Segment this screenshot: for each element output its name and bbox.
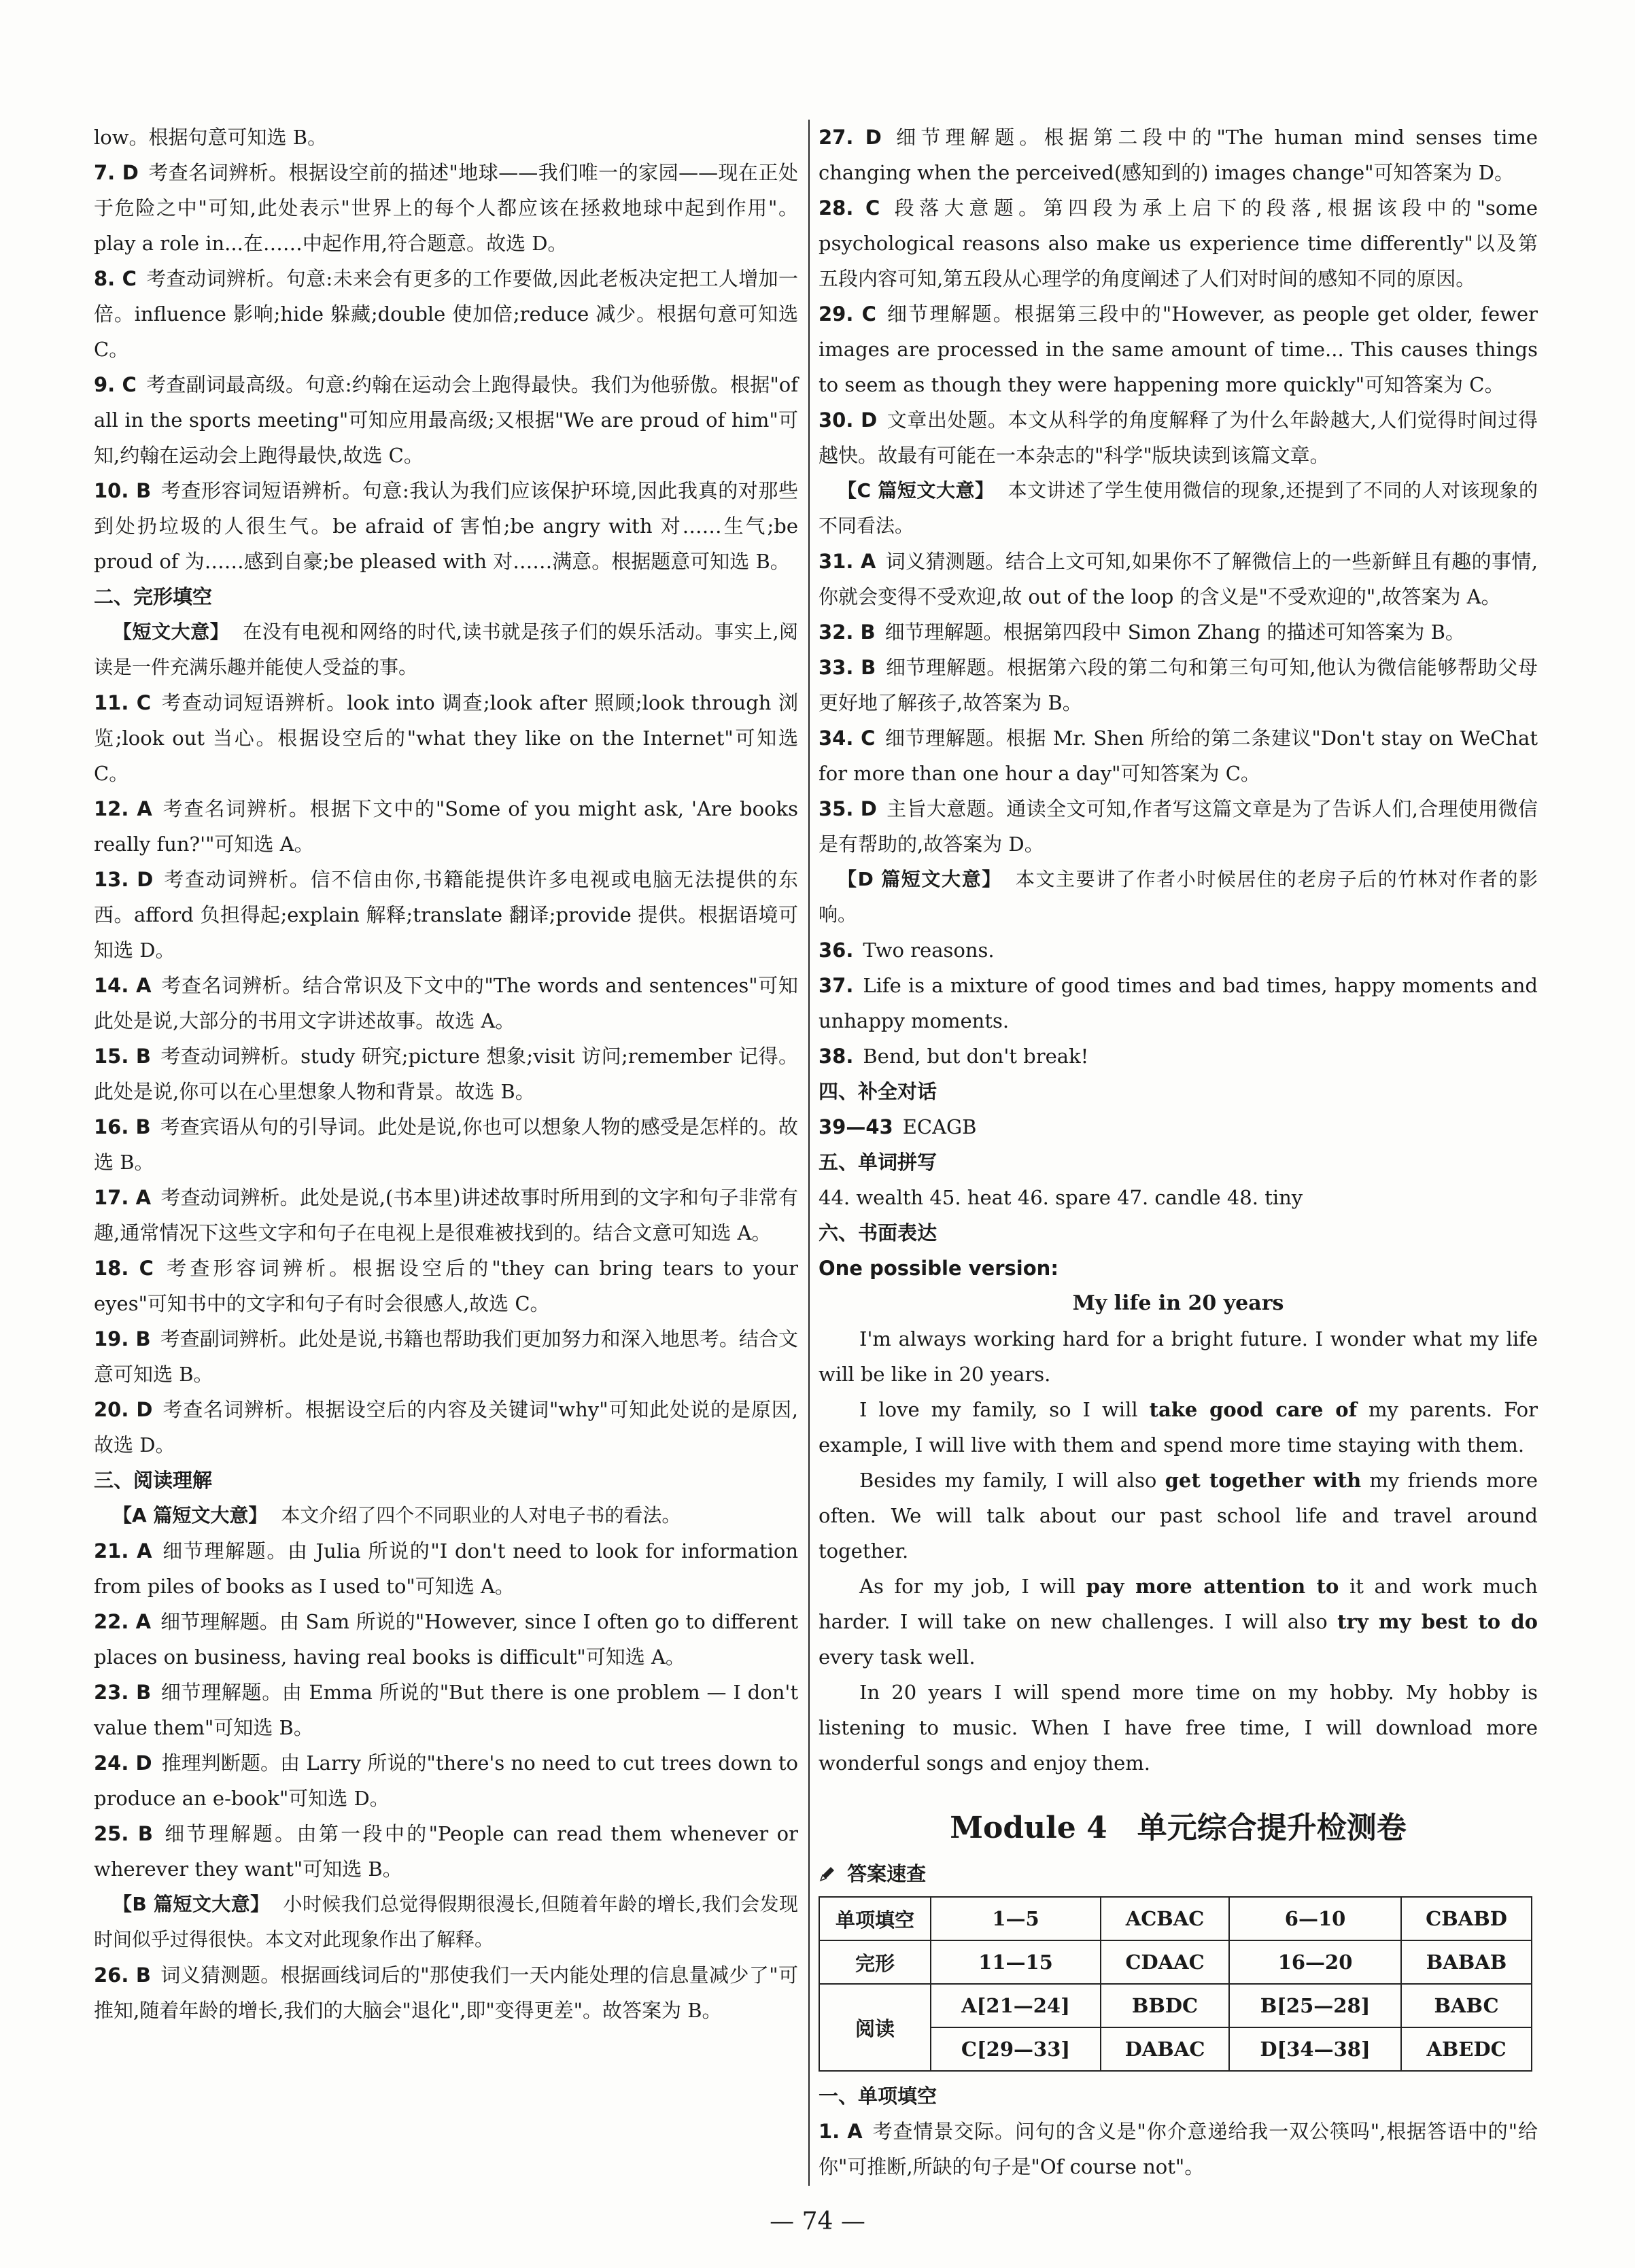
table-cell: A[21—24] (931, 1984, 1101, 2027)
answer-text: 细节理解题。由 Emma 所说的"But there is one problem — I don't value them"可知选 B。 (94, 1681, 798, 1739)
essay-text: my parents. For example, I will live with them and spend more time staying with them. (819, 1398, 1538, 1456)
answer-item (819, 296, 1538, 402)
passage-summary (94, 1498, 798, 1533)
answer-item (94, 862, 798, 968)
answer-text: 推理判断题。由 Larry 所说的"there's no need to cut trees down to produce an e-book"可知选 D。 (94, 1751, 798, 1810)
answer-text: 词义猜测题。根据画线词后的"那使我们一天内能处理的信息量减少了"可推知,随着年龄的增长,我们的大脑会"退化",即"变得更差"。故答案为 B。 (94, 1964, 798, 2022)
quick-answers-label (819, 1858, 1538, 1889)
answer-number: 25. B (94, 1822, 153, 1845)
table-cell: BABC (1401, 1984, 1532, 2027)
answer-text: 段落大意题。第四段为承上启下的段落,根据该段中的"some psychological reasons also make us experience time differently"以及第五段内容可知,第五段从心理学的角度阐述了人们对时间的感知不同的原因。 (819, 196, 1538, 290)
section-heading: 六、书面表达 (819, 1221, 937, 1244)
answer-item (94, 367, 798, 473)
answer-text: 词义猜测题。结合上文可知,如果你不了解微信上的一些新鲜且有趣的事情,你就会变得不受欢迎,故 out of the loop 的含义是"不受欢迎的",故答案为 A。 (819, 550, 1538, 608)
essay-body (819, 1321, 1538, 1781)
answer-text: 细节理解题。根据 Mr. Shen 所给的第二条建议"Don't stay on WeChat for more than one hour a day"可知答案为 C。 (819, 727, 1538, 785)
left-column (94, 120, 798, 2028)
essay-title: My life in 20 years (1072, 1291, 1284, 1315)
table-row (819, 1897, 1532, 1940)
quick-answers-text: 答案速查 (847, 1862, 927, 1885)
essay-text: every task well. (819, 1645, 976, 1669)
answer-text: 考查名词辨析。根据设空后的内容及关键词"why"可知此处说的是原因,故选 D。 (94, 1398, 798, 1456)
answer-number: 15. B (94, 1045, 151, 1068)
essay-text: it and work much harder. I will take on new challenges. I will also (819, 1575, 1538, 1633)
summary-text: 在没有电视和网络的时代,读书就是孩子们的娱乐活动。事实上,阅读是一件充满乐趣并能使人受益的事。 (94, 621, 798, 678)
page-number: — 74 — (770, 2208, 865, 2235)
answer-number: 11. C (94, 691, 152, 714)
section-heading: 四、补全对话 (819, 1080, 937, 1103)
essay-paragraph (819, 1463, 1538, 1569)
answer-text: Bend, but don't break! (863, 1045, 1089, 1068)
answer-number: 32. B (819, 621, 876, 644)
right-items (819, 120, 1538, 1286)
answer-item (819, 791, 1538, 862)
answer-number: 20. D (94, 1398, 153, 1421)
essay-text: As for my job, I will (859, 1575, 1086, 1598)
answer-number: 12. A (94, 797, 152, 820)
table-cell: ABEDC (1401, 2027, 1532, 2071)
table-row (819, 1940, 1532, 1984)
essay-phrase-bold: pay more attention to (1086, 1575, 1339, 1598)
answer-number: 10. B (94, 479, 152, 502)
essay-phrase-bold: try my best to do (1337, 1610, 1538, 1633)
section-heading: One possible version: (819, 1257, 1059, 1280)
answer-item (94, 473, 798, 579)
right-column (819, 120, 1538, 2184)
answer-text: 考查情景交际。问句的含义是"你介意递给我一双公筷吗",根据答语中的"给你"可推断,所缺的句子是"Of course not"。 (819, 2120, 1538, 2178)
section-heading: 二、完形填空 (94, 585, 213, 608)
answer-number: 30. D (819, 408, 878, 432)
table-cell: 阅读 (819, 1984, 931, 2071)
column-divider (808, 120, 810, 2186)
summary-text: 本文讲述了学生使用微信的现象,还提到了不同的人对该现象的不同看法。 (819, 479, 1538, 537)
answer-text: 文章出处题。本文从科学的角度解释了为什么年龄越大,人们觉得时间过得越快。故最有可能在一本杂志的"科学"版块读到该篇文章。 (819, 408, 1538, 467)
essay-text: my friends more often. We will talk about our past school life and travel around together. (819, 1469, 1538, 1563)
answer-table (819, 1896, 1532, 2072)
answer-number: 31. A (819, 550, 876, 573)
answer-item (819, 1039, 1538, 1074)
table-cell: 11—15 (931, 1940, 1101, 1984)
essay-phrase-bold: take good care of (1149, 1398, 1358, 1421)
answer-item (819, 190, 1538, 296)
table-cell: ACBAC (1101, 1897, 1229, 1940)
answer-item (94, 1533, 798, 1604)
answer-number: 14. A (94, 974, 152, 997)
answer-text: 考查副词最高级。句意:约翰在运动会上跑得最快。我们为他骄傲。根据"of all in the sports meeting"可知应用最高级;又根据"We are proud of him"可知,约翰在运动会上跑得最快,故选 C。 (94, 373, 798, 467)
summary-text: 小时候我们总觉得假期很漫长,但随着年龄的增长,我们会发现时间似乎过得很快。本文对此现象作出了解释。 (94, 1893, 798, 1951)
answer-number: 22. A (94, 1610, 152, 1633)
answer-item (819, 650, 1538, 720)
answer-text: 细节理解题。根据第三段中的"However, as people get older, fewer images are processed in the same amount of time... This causes things to seem as though they were happening more quickly"可知答案为 C。 (819, 302, 1538, 396)
answer-text: 细节理解题。由第一段中的"People can read them whenever or wherever they want"可知选 B。 (94, 1822, 798, 1881)
passage-summary (819, 473, 1538, 544)
answer-item (819, 120, 1538, 190)
answer-item (819, 932, 1538, 968)
summary-tag: 【C 篇短文大意】 (838, 479, 995, 502)
passage-summary (819, 862, 1538, 932)
answer-text: 考查宾语从句的引导词。此处是说,你也可以想象人物的感受是怎样的。故选 B。 (94, 1115, 798, 1174)
answer-item (94, 685, 798, 791)
answer-item (94, 1604, 798, 1675)
answer-item (819, 720, 1538, 791)
answer-text: Two reasons. (863, 939, 995, 962)
answer-item (819, 614, 1538, 650)
answer-number: 13. D (94, 868, 154, 891)
table-cell: 16—20 (1229, 1940, 1401, 1984)
answer-text: 细节理解题。根据第二段中的"The human mind senses time changing when the perceived(感知到的) images change"可知答案为 D。 (819, 126, 1538, 184)
answer-text: 考查动词辨析。信不信由你,书籍能提供许多电视或电脑无法提供的东西。afford 负担得起;explain 解释;translate 翻译;provide 提供。根据语境可知选 D。 (94, 868, 798, 962)
answer-number: 36. (819, 939, 854, 962)
answer-text: 考查动词辨析。句意:未来会有更多的工作要做,因此老板决定把工人增加一倍。influence 影响;hide 躲藏;double 使加倍;reduce 减少。根据句意可知选 C。 (94, 267, 798, 361)
answer-text: 细节理解题。根据第四段中 Simon Zhang 的描述可知答案为 B。 (884, 621, 1465, 644)
answer-number: 24. D (94, 1751, 152, 1775)
answer-item (94, 1816, 798, 1887)
answer-text: 考查动词短语辨析。look into 调查;look after 照顾;look through 浏览;look out 当心。根据设空后的"what they like on the Internet"可知选 C。 (94, 691, 798, 785)
table-cell: D[34—38] (1229, 2027, 1401, 2071)
essay-paragraph (819, 1321, 1538, 1392)
summary-tag: 【D 篇短文大意】 (838, 868, 1002, 890)
answer-item (94, 791, 798, 862)
answer-item (94, 1251, 798, 1321)
answer-text: 考查动词辨析。此处是说,(书本里)讲述故事时所用到的文字和句子非常有趣,通常情况下这些文字和句子在电视上是很难被找到的。结合文意可知选 A。 (94, 1186, 798, 1244)
answer-text: 考查副词辨析。此处是说,书籍也帮助我们更加努力和深入地思考。结合文意可知选 B。 (94, 1327, 798, 1386)
answer-item (819, 1109, 1538, 1145)
table-cell: CBABD (1401, 1897, 1532, 1940)
answer-number: 8. C (94, 267, 137, 290)
summary-text: 本文主要讲了作者小时候居住的老房子后的竹林对作者的影响。 (819, 868, 1538, 926)
answer-item (819, 402, 1538, 473)
essay-phrase-bold: get together with (1165, 1469, 1362, 1492)
answer-number: 23. B (94, 1681, 152, 1704)
table-cell: BABAB (1401, 1940, 1532, 1984)
section-heading: 一、单项填空 (819, 2084, 937, 2108)
passage-summary (94, 614, 798, 685)
answer-text: Life is a mixture of good times and bad times, happy moments and unhappy moments. (819, 974, 1538, 1032)
table-cell: B[25—28] (1229, 1984, 1401, 2027)
answer-text: 考查形容词辨析。根据设空后的"they can bring tears to your eyes"可知书中的文字和句子有时会很感人,故选 C。 (94, 1257, 798, 1315)
essay-paragraph (819, 1392, 1538, 1463)
table-cell: 1—5 (931, 1897, 1101, 1940)
table-cell: 单项填空 (819, 1897, 931, 1940)
answer-text: 主旨大意题。通读全文可知,作者写这篇文章是为了告诉人们,合理使用微信是有帮助的,故答案为 D。 (819, 797, 1538, 856)
answer-item (94, 1675, 798, 1745)
answer-text: ECAGB (902, 1115, 977, 1138)
summary-text: 本文介绍了四个不同职业的人对电子书的看法。 (281, 1504, 681, 1526)
passage-summary (94, 1887, 798, 1957)
answer-item (94, 1109, 798, 1180)
essay-text: In 20 years I will spend more time on my hobby. My hobby is listening to music. When I have free time, I will download more wonderful songs and enjoy them. (819, 1681, 1538, 1775)
answer-item (94, 1392, 798, 1463)
table-cell: DABAC (1101, 2027, 1229, 2071)
answer-text: 考查名词辨析。根据设空前的描述"地球——我们唯一的家园——现在正处于危险之中"可知,此处表示"世界上的每个人都应该在拯救地球中起到作用"。play a role in...在……中起作用,符合题意。故选 D。 (94, 161, 798, 255)
answer-item (94, 1321, 798, 1392)
essay-text: Besides my family, I will also (859, 1469, 1165, 1492)
answer-text: 细节理解题。由 Sam 所说的"However, since I often go to different places on business, having real books is difficult"可知选 A。 (94, 1610, 798, 1669)
answer-number: 18. C (94, 1257, 154, 1280)
answer-number: 21. A (94, 1539, 152, 1563)
answer-text: 细节理解题。根据第六段的第二句和第三句可知,他认为微信能够帮助父母更好地了解孩子,故答案为 B。 (819, 656, 1538, 714)
section-heading: 五、单词拼写 (819, 1151, 937, 1174)
essay-paragraph (819, 1569, 1538, 1675)
essay-paragraph (819, 1675, 1538, 1781)
answer-text: 考查动词辨析。study 研究;picture 想象;visit 访问;remember 记得。此处是说,你可以在心里想象人物和背景。故选 B。 (94, 1045, 799, 1103)
answer-number: 17. A (94, 1186, 152, 1209)
answer-number: 38. (819, 1045, 854, 1068)
answer-number: 37. (819, 974, 854, 997)
summary-tag: 【A 篇短文大意】 (113, 1504, 268, 1526)
answer-number: 34. C (819, 727, 876, 750)
text-line: low。根据句意可知选 B。 (94, 126, 328, 149)
module-title: Module 4 单元综合提升检测卷 (950, 1811, 1407, 1845)
answer-text: 考查名词辨析。结合常识及下文中的"The words and sentences"可知此处是说,大部分的书用文字讲述故事。故选 A。 (94, 974, 798, 1032)
essay-text: I'm always working hard for a bright future. I wonder what my life will be like in 20 years. (819, 1327, 1538, 1386)
answer-number: 33. B (819, 656, 876, 679)
answer-item (94, 155, 798, 261)
table-cell: 完形 (819, 1940, 931, 1984)
answer-item (94, 1039, 798, 1109)
answer-number: 7. D (94, 161, 139, 184)
table-cell: BBDC (1101, 1984, 1229, 2027)
answer-number: 39—43 (819, 1115, 893, 1138)
answer-text: 考查形容词短语辨析。句意:我认为我们应该保护环境,因此我真的对那些到处扔垃圾的人很生气。be afraid of 害怕;be angry with 对……生气;be proud of 为……感到自豪;be pleased with 对……满意。根据题意可知选 B。 (94, 479, 798, 573)
answer-item (94, 1745, 798, 1816)
pencil-icon (819, 1865, 836, 1883)
summary-tag: 【B 篇短文大意】 (113, 1893, 270, 1915)
answer-number: 9. C (94, 373, 137, 396)
essay-text: I love my family, so I will (859, 1398, 1150, 1421)
answer-number: 19. B (94, 1327, 151, 1350)
answer-number: 1. A (819, 2120, 863, 2143)
table-cell: C[29—33] (931, 2027, 1101, 2071)
answer-item (94, 1957, 798, 2028)
answer-number: 28. C (819, 196, 880, 220)
answer-item (94, 1180, 798, 1251)
answer-text: 考查名词辨析。根据下文中的"Some of you might ask, 'Are books really fun?'"可知选 A。 (94, 797, 798, 856)
answer-item (819, 2114, 1538, 2184)
answer-item (819, 544, 1538, 614)
answer-number: 16. B (94, 1115, 151, 1138)
answer-item (94, 261, 798, 367)
answer-item (819, 968, 1538, 1039)
spelling-answers: 44. wealth 45. heat 46. spare 47. candle 48. tiny (819, 1186, 1303, 1209)
answer-number: 27. D (819, 126, 882, 149)
answer-item (94, 968, 798, 1039)
table-cell: CDAAC (1101, 1940, 1229, 1984)
table-cell: 6—10 (1229, 1897, 1401, 1940)
answer-number: 35. D (819, 797, 877, 820)
answer-number: 29. C (819, 302, 876, 326)
section-heading: 三、阅读理解 (94, 1469, 213, 1492)
answer-number: 26. B (94, 1964, 151, 1987)
summary-tag: 【短文大意】 (113, 621, 230, 643)
table-row (819, 1984, 1532, 2027)
answer-text: 细节理解题。由 Julia 所说的"I don't need to look for information from piles of books as I used to"可知选 A。 (94, 1539, 799, 1598)
